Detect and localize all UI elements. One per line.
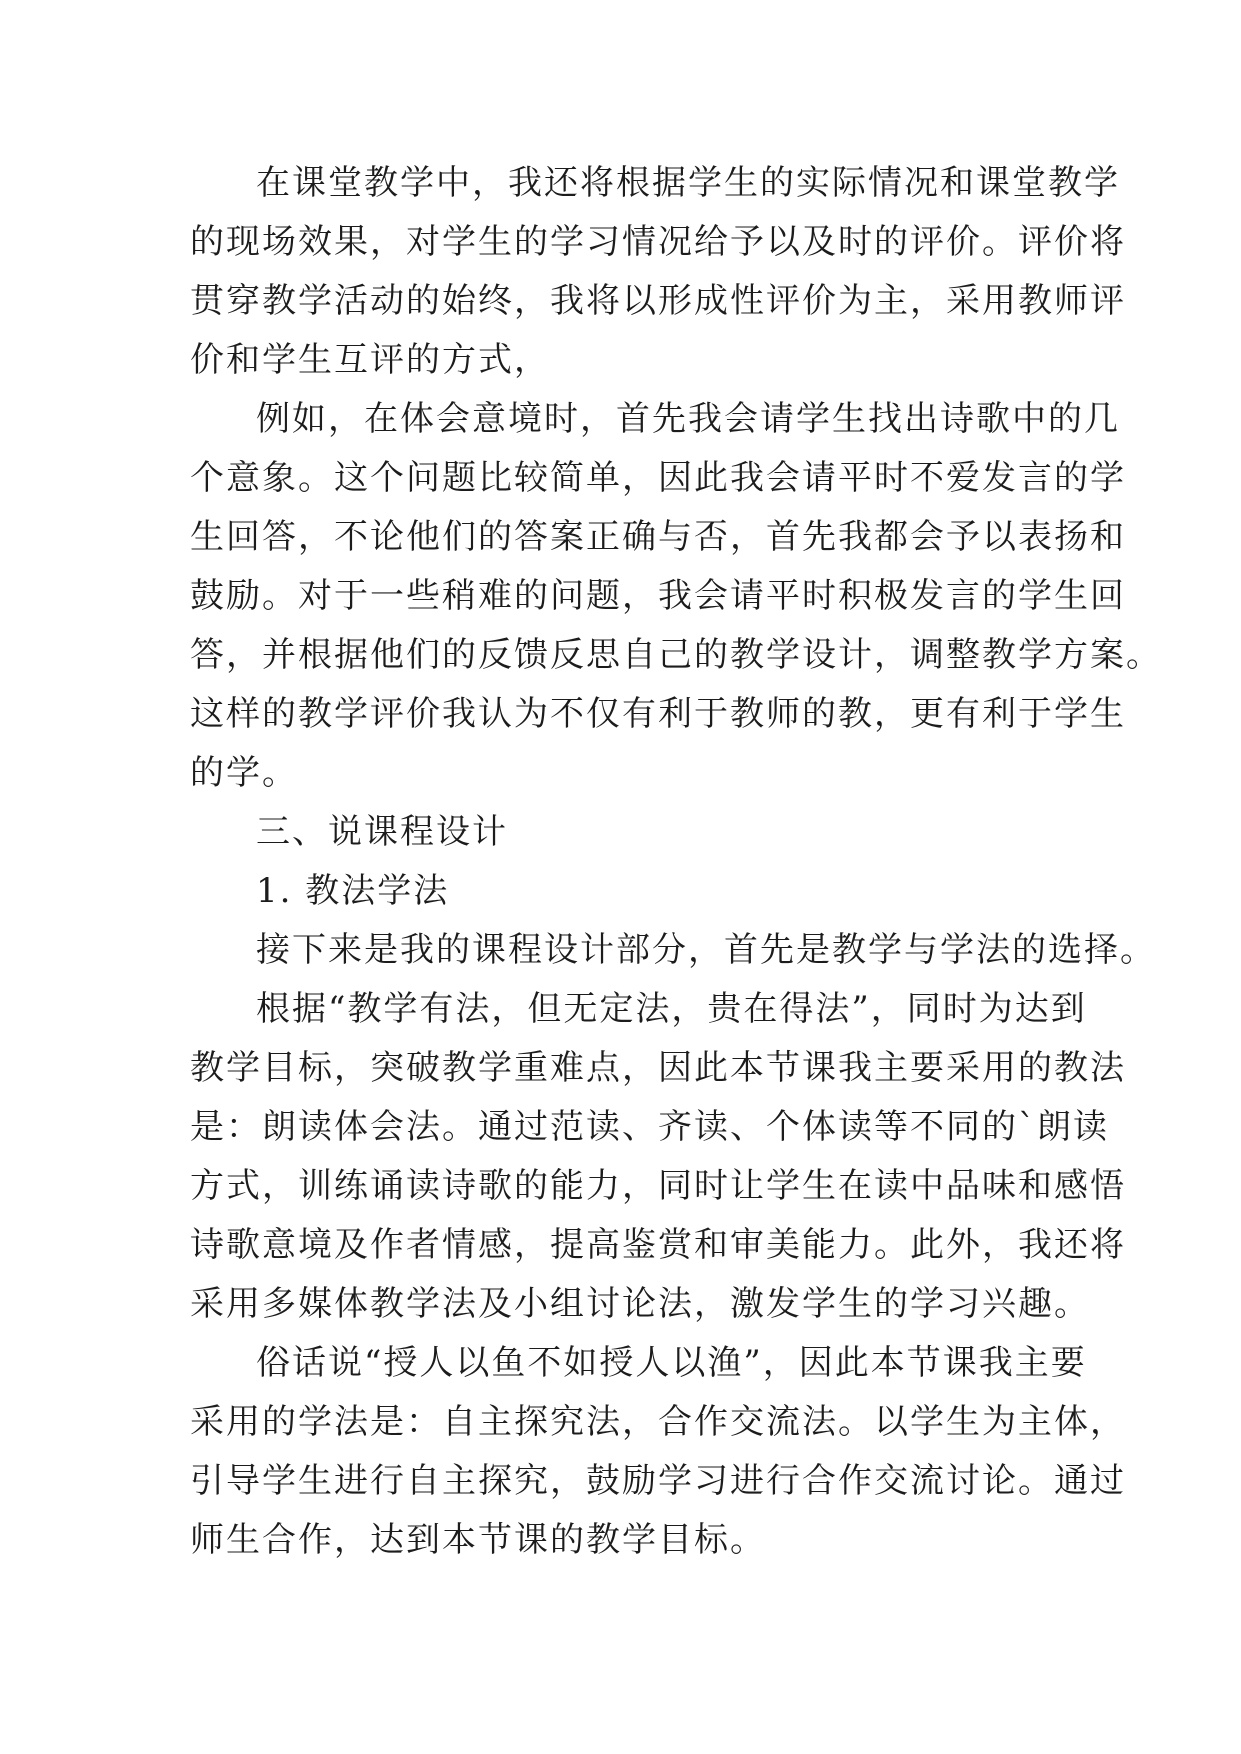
paragraph-1-line-4: 价和学生互评的方式， bbox=[190, 340, 550, 380]
paragraph-5-line-2: 采用的学法是：自主探究法，合作交流法。以学生为主体， bbox=[190, 1402, 1126, 1442]
paragraph-3-line-1: 接下来是我的课程设计部分，首先是教学与学法的选择。 bbox=[256, 930, 1156, 970]
paragraph-1-line-1: 在课堂教学中，我还将根据学生的实际情况和课堂教学 bbox=[256, 163, 1120, 203]
paragraph-5-line-1: 俗话说“授人以鱼不如授人以渔”，因此本节课我主要 bbox=[256, 1343, 1087, 1383]
paragraph-4-line-5: 诗歌意境及作者情感，提高鉴赏和审美能力。此外，我还将 bbox=[190, 1225, 1126, 1265]
paragraph-1-line-3: 贯穿教学活动的始终，我将以形成性评价为主，采用教师评 bbox=[190, 281, 1126, 321]
paragraph-4-line-3: 是：朗读体会法。通过范读、齐读、个体读等不同的`朗读 bbox=[190, 1107, 1109, 1147]
paragraph-4-line-2: 教学目标，突破教学重难点，因此本节课我主要采用的教法 bbox=[190, 1048, 1126, 1088]
paragraph-1-line-2: 的现场效果，对学生的学习情况给予以及时的评价。评价将 bbox=[190, 222, 1126, 262]
paragraph-4-line-6: 采用多媒体教学法及小组讨论法，激发学生的学习兴趣。 bbox=[190, 1284, 1090, 1324]
subsection-heading: 1. 教法学法 bbox=[256, 871, 450, 911]
paragraph-2-line-2: 个意象。这个问题比较简单，因此我会请平时不爱发言的学 bbox=[190, 458, 1126, 498]
paragraph-2-line-7: 的学。 bbox=[190, 753, 298, 793]
paragraph-2-line-4: 鼓励。对于一些稍难的问题，我会请平时积极发言的学生回 bbox=[190, 576, 1126, 616]
paragraph-4-line-1: 根据“教学有法，但无定法，贵在得法”，同时为达到 bbox=[256, 989, 1087, 1029]
paragraph-2-line-1: 例如，在体会意境时，首先我会请学生找出诗歌中的几 bbox=[256, 399, 1120, 439]
paragraph-2-line-6: 这样的教学评价我认为不仅有利于教师的教，更有利于学生 bbox=[190, 694, 1126, 734]
paragraph-4-line-4: 方式，训练诵读诗歌的能力，同时让学生在读中品味和感悟 bbox=[190, 1166, 1126, 1206]
paragraph-2-line-5: 答，并根据他们的反馈反思自己的教学设计，调整教学方案。 bbox=[190, 635, 1162, 675]
section-heading: 三、说课程设计 bbox=[256, 812, 508, 852]
paragraph-2-line-3: 生回答，不论他们的答案正确与否，首先我都会予以表扬和 bbox=[190, 517, 1126, 557]
paragraph-5-line-4: 师生合作，达到本节课的教学目标。 bbox=[190, 1520, 766, 1560]
paragraph-5-line-3: 引导学生进行自主探究，鼓励学习进行合作交流讨论。通过 bbox=[190, 1461, 1126, 1501]
